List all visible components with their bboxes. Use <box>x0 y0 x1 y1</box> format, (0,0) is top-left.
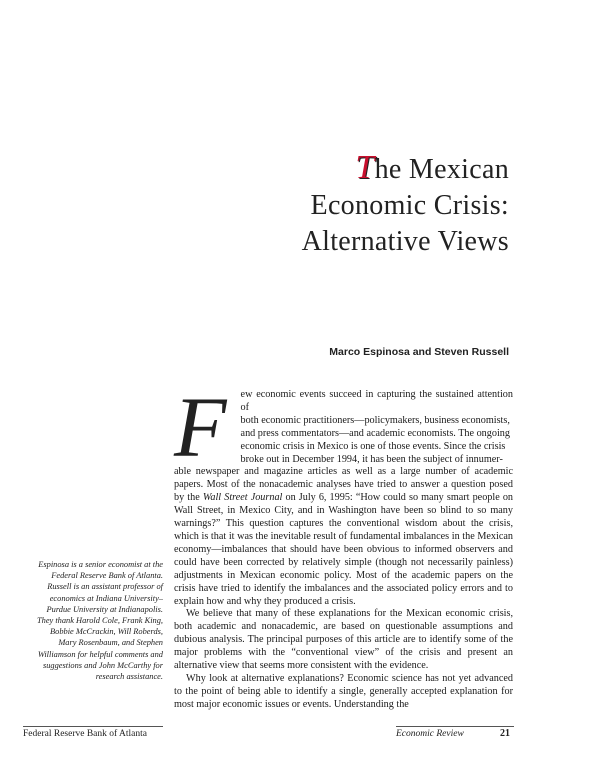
paragraph-3: Why look at alternative explanations? Economic science has not yet advanced to the point of being able to identify a single, generally accepted explanation for most major economic issues or events. Understanding the <box>174 672 513 710</box>
title-line-3: Alternative Views <box>301 226 509 257</box>
footer-rule-right <box>396 726 514 727</box>
title-line-1-text: he Mexican <box>374 154 509 185</box>
p1-line: ew economic events succeed in capturing the sustained attention of <box>240 389 513 413</box>
article-body <box>174 379 514 712</box>
article-title <box>302 150 509 260</box>
p1-text-b: on July 6, 1995: “How could so many smart people on Wall Street, in Mexico City, and in Washington have been so blind to so many warnings?” This question captures the conventional wisdom about the crisis, which is that it was the inevitable result of fundamental imbalances in the Mexican economy—imbalances that should have been obvious to informed observers and could have been corrected by relatively simple (though not necessarily painless) adjustments in Mexican economic policy. Most of the academic papers on the crisis have tried to identify the imbalances and the associated policy errors and to explain how and why they produced a crisis. <box>174 492 514 607</box>
p1-line: economic crisis in Mexico is one of those events. Since the crisis <box>240 440 506 452</box>
paragraph-2: We believe that many of these explanations for the Mexican economic crisis, both academic and nonacademic, are based on questionable assumptions and dubious analysis. The principal purposes of this article are to identify some of the major problems with the “conventional view” of the crisis and present an alternative view that seems more consistent with the evidence. <box>174 608 513 672</box>
p1-line: broke out in December 1994, it has been the subject of innumer- <box>240 453 503 465</box>
wsj-title: Wall Street Journal <box>202 492 283 504</box>
title-line-2: Economic Crisis: <box>310 190 509 221</box>
title-dropcap: T <box>355 149 375 186</box>
title-line-1 <box>302 150 509 188</box>
author-note: Espinosa is a senior economist at the Federal Reserve Bank of Atlanta. Russell is an assistant professor of economics at Indiana University–Purdue University at Indianapolis. They thank Harold Cole, Frank King, Bobbie McCrackin, Will Roberds, Mary Rosenbaum, and Stephen Williamson for helpful comments and suggestions and John McCarthy for research assistance. <box>36 560 163 682</box>
footer-publisher: Federal Reserve Bank of Atlanta <box>23 729 147 739</box>
body-dropcap: F <box>174 379 227 475</box>
page-number: 21 <box>500 728 510 739</box>
author-byline: Marco Espinosa and Steven Russell <box>329 346 509 358</box>
p1-line: and press commentators—and academic economists. The ongoing <box>240 427 510 439</box>
p1-text-a: able newspaper and magazine articles as well as a large number of academic papers. Most of the nonacademic analyses have tried to answer a question posed by the <box>174 466 513 504</box>
paragraph-1 <box>174 379 514 608</box>
footer-rule-left <box>23 726 163 727</box>
p1-line: both economic practitioners—policymakers, business economists, <box>240 414 510 426</box>
footer-journal: Economic Review <box>396 729 464 739</box>
